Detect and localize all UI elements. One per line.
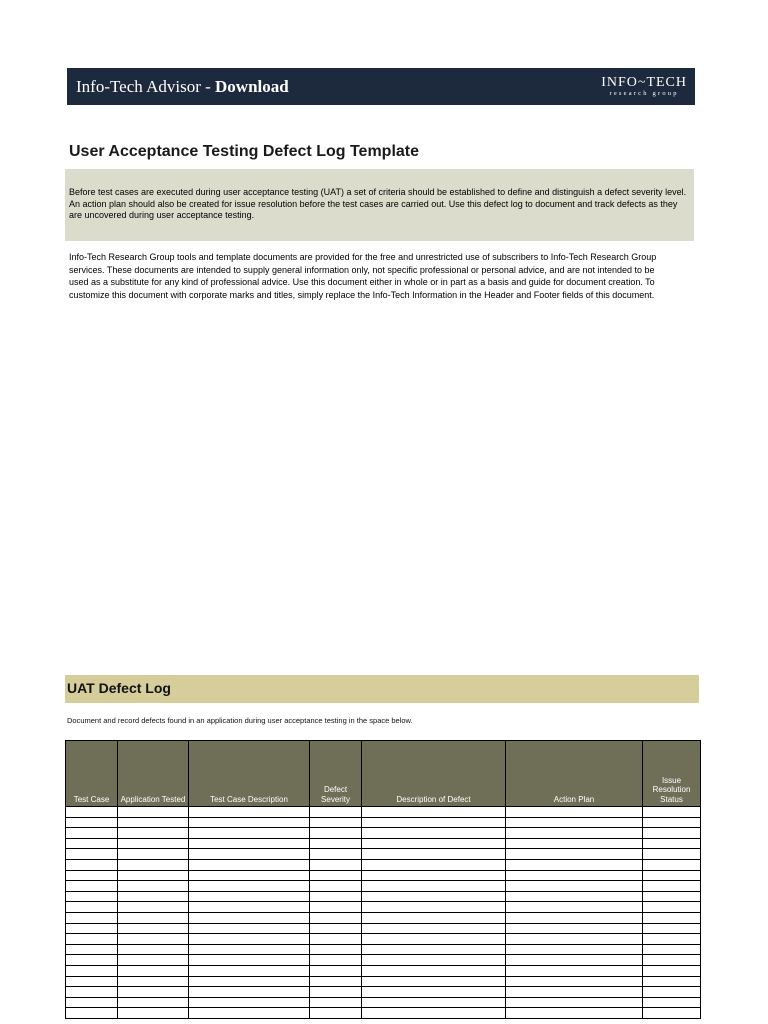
table-header-row [66,741,701,807]
document-title: User Acceptance Testing Defect Log Template [69,143,420,160]
table-cell[interactable] [66,807,118,818]
table-cell[interactable] [66,955,118,966]
table-cell[interactable] [362,902,506,913]
table-cell[interactable] [189,976,310,987]
table-cell[interactable] [506,987,643,998]
table-cell[interactable] [66,817,118,828]
table-row [66,828,701,839]
intro-box [65,169,694,241]
table-cell[interactable] [506,934,643,945]
table-cell[interactable] [118,923,189,934]
table-cell[interactable] [310,881,362,892]
table-cell[interactable] [643,817,701,828]
table-cell[interactable] [310,828,362,839]
table-cell[interactable] [506,923,643,934]
table-row [66,944,701,955]
column-header: Action Plan [506,741,643,807]
table-cell[interactable] [643,807,701,818]
table-cell[interactable] [189,838,310,849]
table-row [66,997,701,1008]
table-cell[interactable] [643,870,701,881]
table-cell[interactable] [643,1008,701,1019]
table-cell[interactable] [362,828,506,839]
table-cell[interactable] [362,944,506,955]
table-cell[interactable] [189,923,310,934]
table-cell[interactable] [66,849,118,860]
table-cell[interactable] [189,828,310,839]
table-cell[interactable] [310,1008,362,1019]
table-row [66,934,701,945]
table-cell[interactable] [310,891,362,902]
table-cell[interactable] [362,891,506,902]
table-cell[interactable] [66,934,118,945]
table-cell[interactable] [66,923,118,934]
table-cell[interactable] [118,902,189,913]
table-cell[interactable] [310,817,362,828]
table-cell[interactable] [118,934,189,945]
table-cell[interactable] [118,976,189,987]
table-row [66,870,701,881]
table-row [66,976,701,987]
table-cell[interactable] [506,1008,643,1019]
table-cell[interactable] [66,859,118,870]
table-cell[interactable] [643,838,701,849]
column-header: Defect Severity [310,741,362,807]
disclaimer-text: Info-Tech Research Group tools and template documents are provided for the free and unrestricted use of subscribers to Info-Tech Research Group services. These documents are intended to supply general information only, not specific professional or personal advice, and are not intended to be used as a substitute for any kind of professional advice. Use this document either in whole or in part as a basis and guide for document creation. To customize this document with corporate marks and titles, simply replace the Info-Tech Information in the Header and Footer fields of this document. [69,252,657,300]
table-cell[interactable] [118,997,189,1008]
table-row [66,902,701,913]
table-cell[interactable] [506,881,643,892]
table-cell[interactable] [643,828,701,839]
table-cell[interactable] [643,976,701,987]
table-cell[interactable] [310,849,362,860]
table-cell[interactable] [506,955,643,966]
logo-sub-text: research group [609,89,679,97]
banner-title-prefix: Info-Tech Advisor - [76,76,216,96]
table-cell[interactable] [66,965,118,976]
column-header: Issue Resolution Status [643,741,701,807]
table-cell[interactable] [362,849,506,860]
table-cell[interactable] [66,902,118,913]
table-cell[interactable] [506,902,643,913]
table-cell[interactable] [189,849,310,860]
table-cell[interactable] [643,923,701,934]
table-cell[interactable] [310,923,362,934]
table-cell[interactable] [118,891,189,902]
table-cell[interactable] [362,838,506,849]
table-cell[interactable] [362,976,506,987]
table-cell[interactable] [66,828,118,839]
table-cell[interactable] [66,912,118,923]
table-cell[interactable] [189,987,310,998]
table-cell[interactable] [362,870,506,881]
table-cell[interactable] [643,902,701,913]
table-cell[interactable] [189,955,310,966]
column-header: Test Case [66,741,118,807]
table-cell[interactable] [189,934,310,945]
table-cell[interactable] [118,881,189,892]
table-cell[interactable] [362,934,506,945]
table-row [66,838,701,849]
table-cell[interactable] [66,891,118,902]
table-cell[interactable] [66,1008,118,1019]
table-row [66,891,701,902]
table-cell[interactable] [66,976,118,987]
table-cell[interactable] [643,934,701,945]
table-cell[interactable] [643,891,701,902]
table-cell[interactable] [506,838,643,849]
table-cell[interactable] [310,902,362,913]
table-cell[interactable] [189,891,310,902]
header-banner [67,68,695,105]
table-row [66,859,701,870]
table-cell[interactable] [643,849,701,860]
table-cell[interactable] [310,997,362,1008]
table-row [66,912,701,923]
table-cell[interactable] [118,859,189,870]
table-cell[interactable] [506,965,643,976]
table-cell[interactable] [189,870,310,881]
table-cell[interactable] [189,881,310,892]
table-cell[interactable] [310,807,362,818]
column-header: Description of Defect [362,741,506,807]
table-cell[interactable] [362,1008,506,1019]
table-cell[interactable] [118,817,189,828]
table-cell[interactable] [118,870,189,881]
table-cell[interactable] [118,955,189,966]
table-cell[interactable] [66,870,118,881]
table-cell[interactable] [506,859,643,870]
table-cell[interactable] [506,828,643,839]
table-row [66,965,701,976]
table-cell[interactable] [118,965,189,976]
table-cell[interactable] [362,859,506,870]
table-cell[interactable] [362,955,506,966]
defect-log-table [65,740,701,1019]
table-cell[interactable] [66,944,118,955]
table-body [66,807,701,1019]
table-row [66,955,701,966]
table-cell[interactable] [310,870,362,881]
table-cell[interactable] [643,965,701,976]
table-cell[interactable] [118,912,189,923]
table-row [66,807,701,818]
table-cell[interactable] [643,881,701,892]
table-cell[interactable] [189,807,310,818]
table-cell[interactable] [118,807,189,818]
table-cell[interactable] [506,944,643,955]
table-cell[interactable] [118,828,189,839]
table-cell[interactable] [643,987,701,998]
table-cell[interactable] [362,912,506,923]
table-cell[interactable] [506,997,643,1008]
table-cell[interactable] [189,944,310,955]
table-row [66,817,701,828]
table-cell[interactable] [189,817,310,828]
table-row [66,849,701,860]
table-cell[interactable] [310,976,362,987]
table-cell[interactable] [310,955,362,966]
table-cell[interactable] [310,912,362,923]
table-cell[interactable] [66,997,118,1008]
table-cell[interactable] [362,807,506,818]
logo-main-text: INFO~TECH [601,74,687,90]
table-row [66,1008,701,1019]
table-cell[interactable] [506,849,643,860]
table-cell[interactable] [66,987,118,998]
table-cell[interactable] [362,965,506,976]
table-cell[interactable] [118,1008,189,1019]
defect-log-heading: UAT Defect Log [65,675,699,703]
table-cell[interactable] [118,944,189,955]
table-cell[interactable] [189,859,310,870]
banner-title [76,77,289,97]
table-cell[interactable] [310,859,362,870]
table-cell[interactable] [643,912,701,923]
table-cell[interactable] [118,838,189,849]
table-cell[interactable] [66,838,118,849]
table-cell[interactable] [643,859,701,870]
table-cell[interactable] [118,849,189,860]
table-cell[interactable] [310,944,362,955]
table-cell[interactable] [643,955,701,966]
table-row [66,987,701,998]
table-cell[interactable] [506,912,643,923]
table-cell[interactable] [362,997,506,1008]
table-cell[interactable] [506,976,643,987]
intro-text: Before test cases are executed during user acceptance testing (UAT) a set of criteria should be established to define and distinguish a defect severity level. An action plan should also be created for issue resolution before the test cases are carried out. Use this defect log to document and track defects as they are uncovered during user acceptance testing. [69,187,687,220]
table-cell[interactable] [310,987,362,998]
info-tech-logo [601,76,687,98]
table-row [66,881,701,892]
table-cell[interactable] [506,891,643,902]
table-cell[interactable] [506,870,643,881]
table-cell[interactable] [362,923,506,934]
table-cell[interactable] [362,881,506,892]
defect-log-instruction: Document and record defects found in an application during user acceptance testing in the space below. [67,716,413,725]
column-header: Application Tested [118,741,189,807]
banner-title-bold: Download [215,76,289,96]
table-cell[interactable] [66,881,118,892]
table-cell[interactable] [189,965,310,976]
table-cell[interactable] [362,817,506,828]
table-cell[interactable] [189,1008,310,1019]
table-cell[interactable] [506,817,643,828]
column-header: Test Case Description [189,741,310,807]
table-cell[interactable] [362,987,506,998]
table-cell[interactable] [643,997,701,1008]
table-cell[interactable] [310,965,362,976]
table-cell[interactable] [189,997,310,1008]
table-cell[interactable] [310,838,362,849]
table-cell[interactable] [310,934,362,945]
table-cell[interactable] [189,912,310,923]
table-row [66,923,701,934]
table-cell[interactable] [643,944,701,955]
table-cell[interactable] [189,902,310,913]
table-cell[interactable] [506,807,643,818]
table-cell[interactable] [118,987,189,998]
